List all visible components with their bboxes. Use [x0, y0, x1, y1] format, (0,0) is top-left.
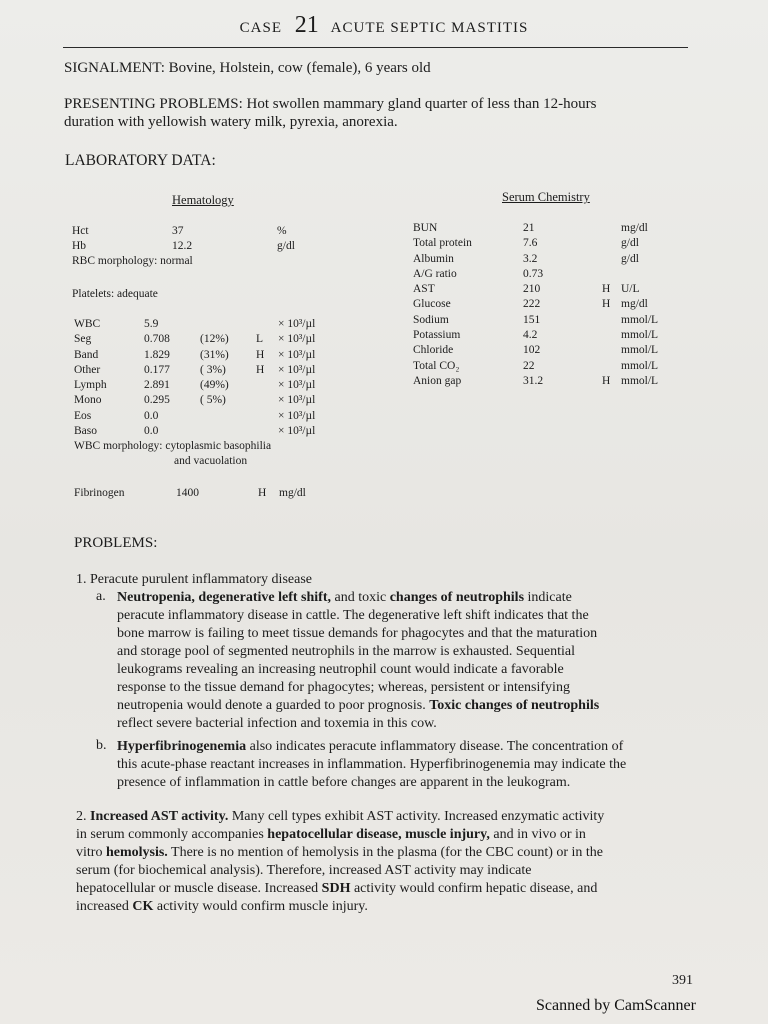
lab-test-percent: ( 3%) — [200, 363, 226, 376]
problem-1a-text — [117, 589, 599, 733]
bold-term: Increased AST activity. — [90, 809, 229, 824]
lab-row — [74, 393, 364, 408]
text-line — [76, 880, 604, 898]
text-line — [76, 826, 604, 844]
text-segment: this acute-phase reactant increases in inflammation. Hyperfibrinogenemia may indicate the — [117, 757, 627, 772]
text-segment: and storage pool of segmented neutrophils in the marrow is exhausted. Sequential — [117, 644, 576, 659]
lab-row — [413, 282, 703, 297]
lab-test-flag: L — [256, 333, 264, 346]
chem-test-value: 210 — [523, 283, 541, 296]
text-segment: bone marrow is failing to meet tissue demands for phagocytes and that the maturation — [117, 626, 598, 641]
lab-test-name: Other — [74, 363, 101, 376]
lab-test-value: 12.2 — [172, 240, 193, 253]
text-line — [76, 844, 604, 862]
chem-test-value: 4.2 — [523, 329, 538, 342]
text-line — [76, 862, 604, 880]
lab-row — [74, 424, 364, 439]
fibrinogen-unit: mg/dl — [279, 487, 306, 499]
lab-row — [413, 267, 703, 282]
chem-test-unit: mmol/L — [621, 344, 659, 357]
lab-row — [72, 239, 352, 254]
text-segment: neutropenia would denote a guarded to poor prognosis. — [117, 698, 430, 713]
chem-test-flag: H — [602, 298, 611, 311]
lab-row — [413, 343, 703, 358]
chem-test-value: 3.2 — [523, 252, 538, 265]
lab-test-percent: (49%) — [200, 379, 229, 392]
lab-row — [74, 378, 364, 393]
lab-test-value: 0.708 — [144, 333, 170, 346]
lab-test-unit: × 10³/µl — [278, 333, 316, 346]
lab-row — [413, 221, 703, 236]
lab-row — [413, 313, 703, 328]
chem-test-value: 22 — [523, 359, 535, 372]
text-segment: presence of inflammation in cattle before changes are apparent in the leukogram. — [117, 775, 571, 790]
chem-test-name: Potassium — [413, 329, 461, 342]
text-segment: vitro — [76, 845, 106, 860]
rbc-morphology: RBC morphology: normal — [72, 255, 193, 267]
text-line — [117, 774, 626, 792]
chem-test-unit: mg/dl — [621, 298, 648, 311]
chem-test-name: Total CO₂ — [413, 359, 460, 372]
problem-1b-text — [117, 738, 626, 792]
problems-title: PROBLEMS: — [74, 535, 158, 551]
text-line — [117, 738, 626, 756]
problem-1b-label: b. — [96, 738, 107, 753]
platelets: Platelets: adequate — [72, 288, 158, 300]
bold-term: Neutropenia, degenerative left shift, — [117, 590, 331, 605]
chem-test-name: Chloride — [413, 344, 454, 357]
lab-row — [413, 297, 703, 312]
header-rule — [63, 47, 688, 48]
lab-test-flag: H — [256, 348, 265, 361]
presenting-problems-line-2: duration with yellowish watery milk, pyrexia, anorexia. — [64, 114, 398, 130]
case-label: CASE — [239, 20, 282, 36]
lab-test-value: 0.0 — [144, 409, 159, 422]
text-segment: and in vivo or in — [489, 827, 586, 842]
text-segment: response to the tissue demand for phagocytes; whereas, persistent or intensifying — [117, 680, 570, 695]
bold-term: Toxic changes of neutrophils — [429, 698, 600, 713]
bold-term: SDH — [321, 881, 351, 896]
lab-test-name: WBC — [74, 318, 101, 330]
lab-row — [74, 332, 364, 347]
chem-test-value: 21 — [523, 222, 535, 234]
problem-2-text — [76, 808, 604, 916]
text-segment: also indicates peracute inflammatory disease. The concentration of — [246, 739, 624, 754]
lab-row — [72, 224, 352, 239]
text-line — [117, 661, 599, 679]
lab-test-name: Eos — [74, 409, 92, 422]
bold-term: hepatocellular disease, muscle injury, — [267, 827, 490, 842]
lab-row — [74, 348, 364, 363]
lab-test-unit: × 10³/µl — [278, 379, 316, 392]
scanner-footer: Scanned by CamScanner — [536, 997, 696, 1014]
bold-term: hemolysis. — [105, 845, 168, 860]
text-segment: indicate — [524, 590, 572, 605]
text-segment: reflect severe bacterial infection and toxemia in this cow. — [117, 716, 437, 731]
page-number: 391 — [672, 973, 693, 988]
lab-test-unit: × 10³/µl — [278, 409, 316, 422]
chem-test-unit: g/dl — [621, 252, 639, 265]
lab-test-unit: × 10³/µl — [278, 363, 316, 376]
text-segment: activity would confirm muscle injury. — [153, 899, 368, 914]
lab-test-value: 1.829 — [144, 348, 170, 361]
lab-test-percent: (12%) — [200, 333, 229, 346]
chem-test-unit: g/dl — [621, 237, 639, 250]
lab-row — [413, 236, 703, 251]
lab-test-value: 2.891 — [144, 379, 170, 392]
text-segment: Many cell types exhibit AST activity. Increased enzymatic activity — [228, 809, 605, 824]
lab-test-unit: × 10³/µl — [278, 318, 316, 330]
fibrinogen-flag: H — [258, 487, 267, 499]
case-title: ACUTE SEPTIC MASTITIS — [330, 20, 529, 36]
chem-test-value: 222 — [523, 298, 541, 311]
chem-test-name: Total protein — [413, 237, 472, 250]
lab-test-value: 0.295 — [144, 394, 170, 407]
chem-test-unit: mmol/L — [621, 374, 659, 387]
chem-test-name: Glucose — [413, 298, 451, 311]
text-segment: activity would confirm hepatic disease, and — [350, 881, 598, 896]
chem-test-name: A/G ratio — [413, 267, 457, 280]
chem-test-flag: H — [602, 374, 611, 387]
text-line — [117, 607, 599, 625]
chem-test-value: 151 — [523, 313, 541, 326]
hematology-title: Hematology — [172, 193, 234, 207]
lab-row — [413, 252, 703, 267]
chem-test-unit: mg/dl — [621, 222, 648, 234]
text-line — [76, 808, 604, 826]
lab-row — [74, 363, 364, 378]
text-segment: and toxic — [330, 590, 390, 605]
lab-test-name: Hb — [72, 240, 87, 253]
lab-test-value: 0.177 — [144, 363, 170, 376]
fibrinogen-label: Fibrinogen — [74, 487, 125, 499]
text-segment: There is no mention of hemolysis in the plasma (for the CBC count) or in the — [167, 845, 604, 860]
lab-row — [413, 374, 703, 389]
chem-test-value: 7.6 — [523, 237, 538, 250]
fibrinogen-value: 1400 — [176, 487, 199, 499]
presenting-problems-line-1: PRESENTING PROBLEMS: Hot swollen mammary gland quarter of less than 12-hours — [64, 96, 597, 112]
text-segment: in serum commonly accompanies — [76, 827, 268, 842]
text-line — [117, 589, 599, 607]
chem-test-name: Albumin — [413, 252, 454, 265]
lab-test-unit: × 10³/µl — [278, 394, 316, 407]
chem-test-flag: H — [602, 283, 611, 296]
chem-test-unit: U/L — [621, 283, 640, 296]
bold-term: Hyperfibrinogenemia — [117, 739, 247, 754]
case-number: 21 — [294, 12, 319, 38]
bold-term: CK — [132, 899, 154, 914]
lab-test-name: Baso — [74, 425, 97, 438]
lab-test-unit: % — [277, 225, 287, 237]
text-line — [76, 898, 604, 916]
laboratory-data-title: LABORATORY DATA: — [65, 152, 216, 169]
wbc-morphology-line-2: and vacuolation — [174, 455, 248, 467]
hematology-basic-table — [72, 224, 352, 255]
wbc-morphology-line-1: WBC morphology: cytoplasmic basophilia — [74, 440, 272, 452]
text-line — [117, 697, 599, 715]
lab-test-percent: ( 5%) — [200, 394, 226, 407]
chem-test-unit: mmol/L — [621, 359, 659, 372]
text-segment: serum (for biochemical analysis). Therefore, increased AST activity may indicate — [76, 863, 532, 878]
chem-test-name: Anion gap — [413, 374, 462, 387]
signalment: SIGNALMENT: Bovine, Holstein, cow (female), 6 years old — [64, 60, 431, 76]
chem-test-value: 0.73 — [523, 267, 544, 280]
lab-row — [74, 409, 364, 424]
problem-1-heading: 1. Peracute purulent inflammatory disease — [76, 572, 312, 587]
chem-test-unit: mmol/L — [621, 313, 659, 326]
lab-row — [413, 328, 703, 343]
text-line — [117, 643, 599, 661]
chem-test-name: Sodium — [413, 313, 449, 326]
lab-test-unit: × 10³/µl — [278, 425, 316, 438]
text-line — [117, 715, 599, 733]
problem-1a-label: a. — [96, 589, 106, 604]
text-line — [117, 756, 626, 774]
chem-test-name: AST — [413, 283, 435, 296]
text-segment: hepatocellular or muscle disease. Increased — [76, 881, 322, 896]
case-header — [0, 12, 768, 39]
wbc-table — [74, 317, 364, 439]
bold-term: changes of neutrophils — [389, 590, 525, 605]
serum-chemistry-title: Serum Chemistry — [502, 190, 590, 204]
serum-chemistry-table — [413, 221, 703, 389]
text-segment: leukograms revealing an increasing neutrophil count would indicate a favorable — [117, 662, 564, 677]
text-segment: increased — [76, 899, 133, 914]
lab-test-name: Hct — [72, 225, 89, 237]
lab-test-value: 0.0 — [144, 425, 159, 438]
text-segment: peracute inflammatory disease in cattle. The degenerative left shift indicates that the — [117, 608, 589, 623]
lab-row — [74, 317, 364, 332]
lab-test-value: 37 — [172, 225, 184, 237]
lab-test-unit: g/dl — [277, 240, 295, 253]
text-line — [117, 679, 599, 697]
fibrinogen-row — [74, 486, 354, 502]
text-line — [117, 625, 599, 643]
chem-test-name: BUN — [413, 222, 438, 234]
lab-test-name: Mono — [74, 394, 102, 407]
lab-test-name: Band — [74, 348, 99, 361]
chem-test-value: 31.2 — [523, 374, 544, 387]
chem-test-value: 102 — [523, 344, 541, 357]
lab-test-value: 5.9 — [144, 318, 159, 330]
lab-test-flag: H — [256, 363, 265, 376]
lab-test-unit: × 10³/µl — [278, 348, 316, 361]
lab-test-percent: (31%) — [200, 348, 229, 361]
lab-test-name: Seg — [74, 333, 92, 346]
lab-test-name: Lymph — [74, 379, 107, 392]
text-segment: 2. — [76, 809, 90, 824]
lab-row — [413, 359, 703, 374]
chem-test-unit: mmol/L — [621, 329, 659, 342]
